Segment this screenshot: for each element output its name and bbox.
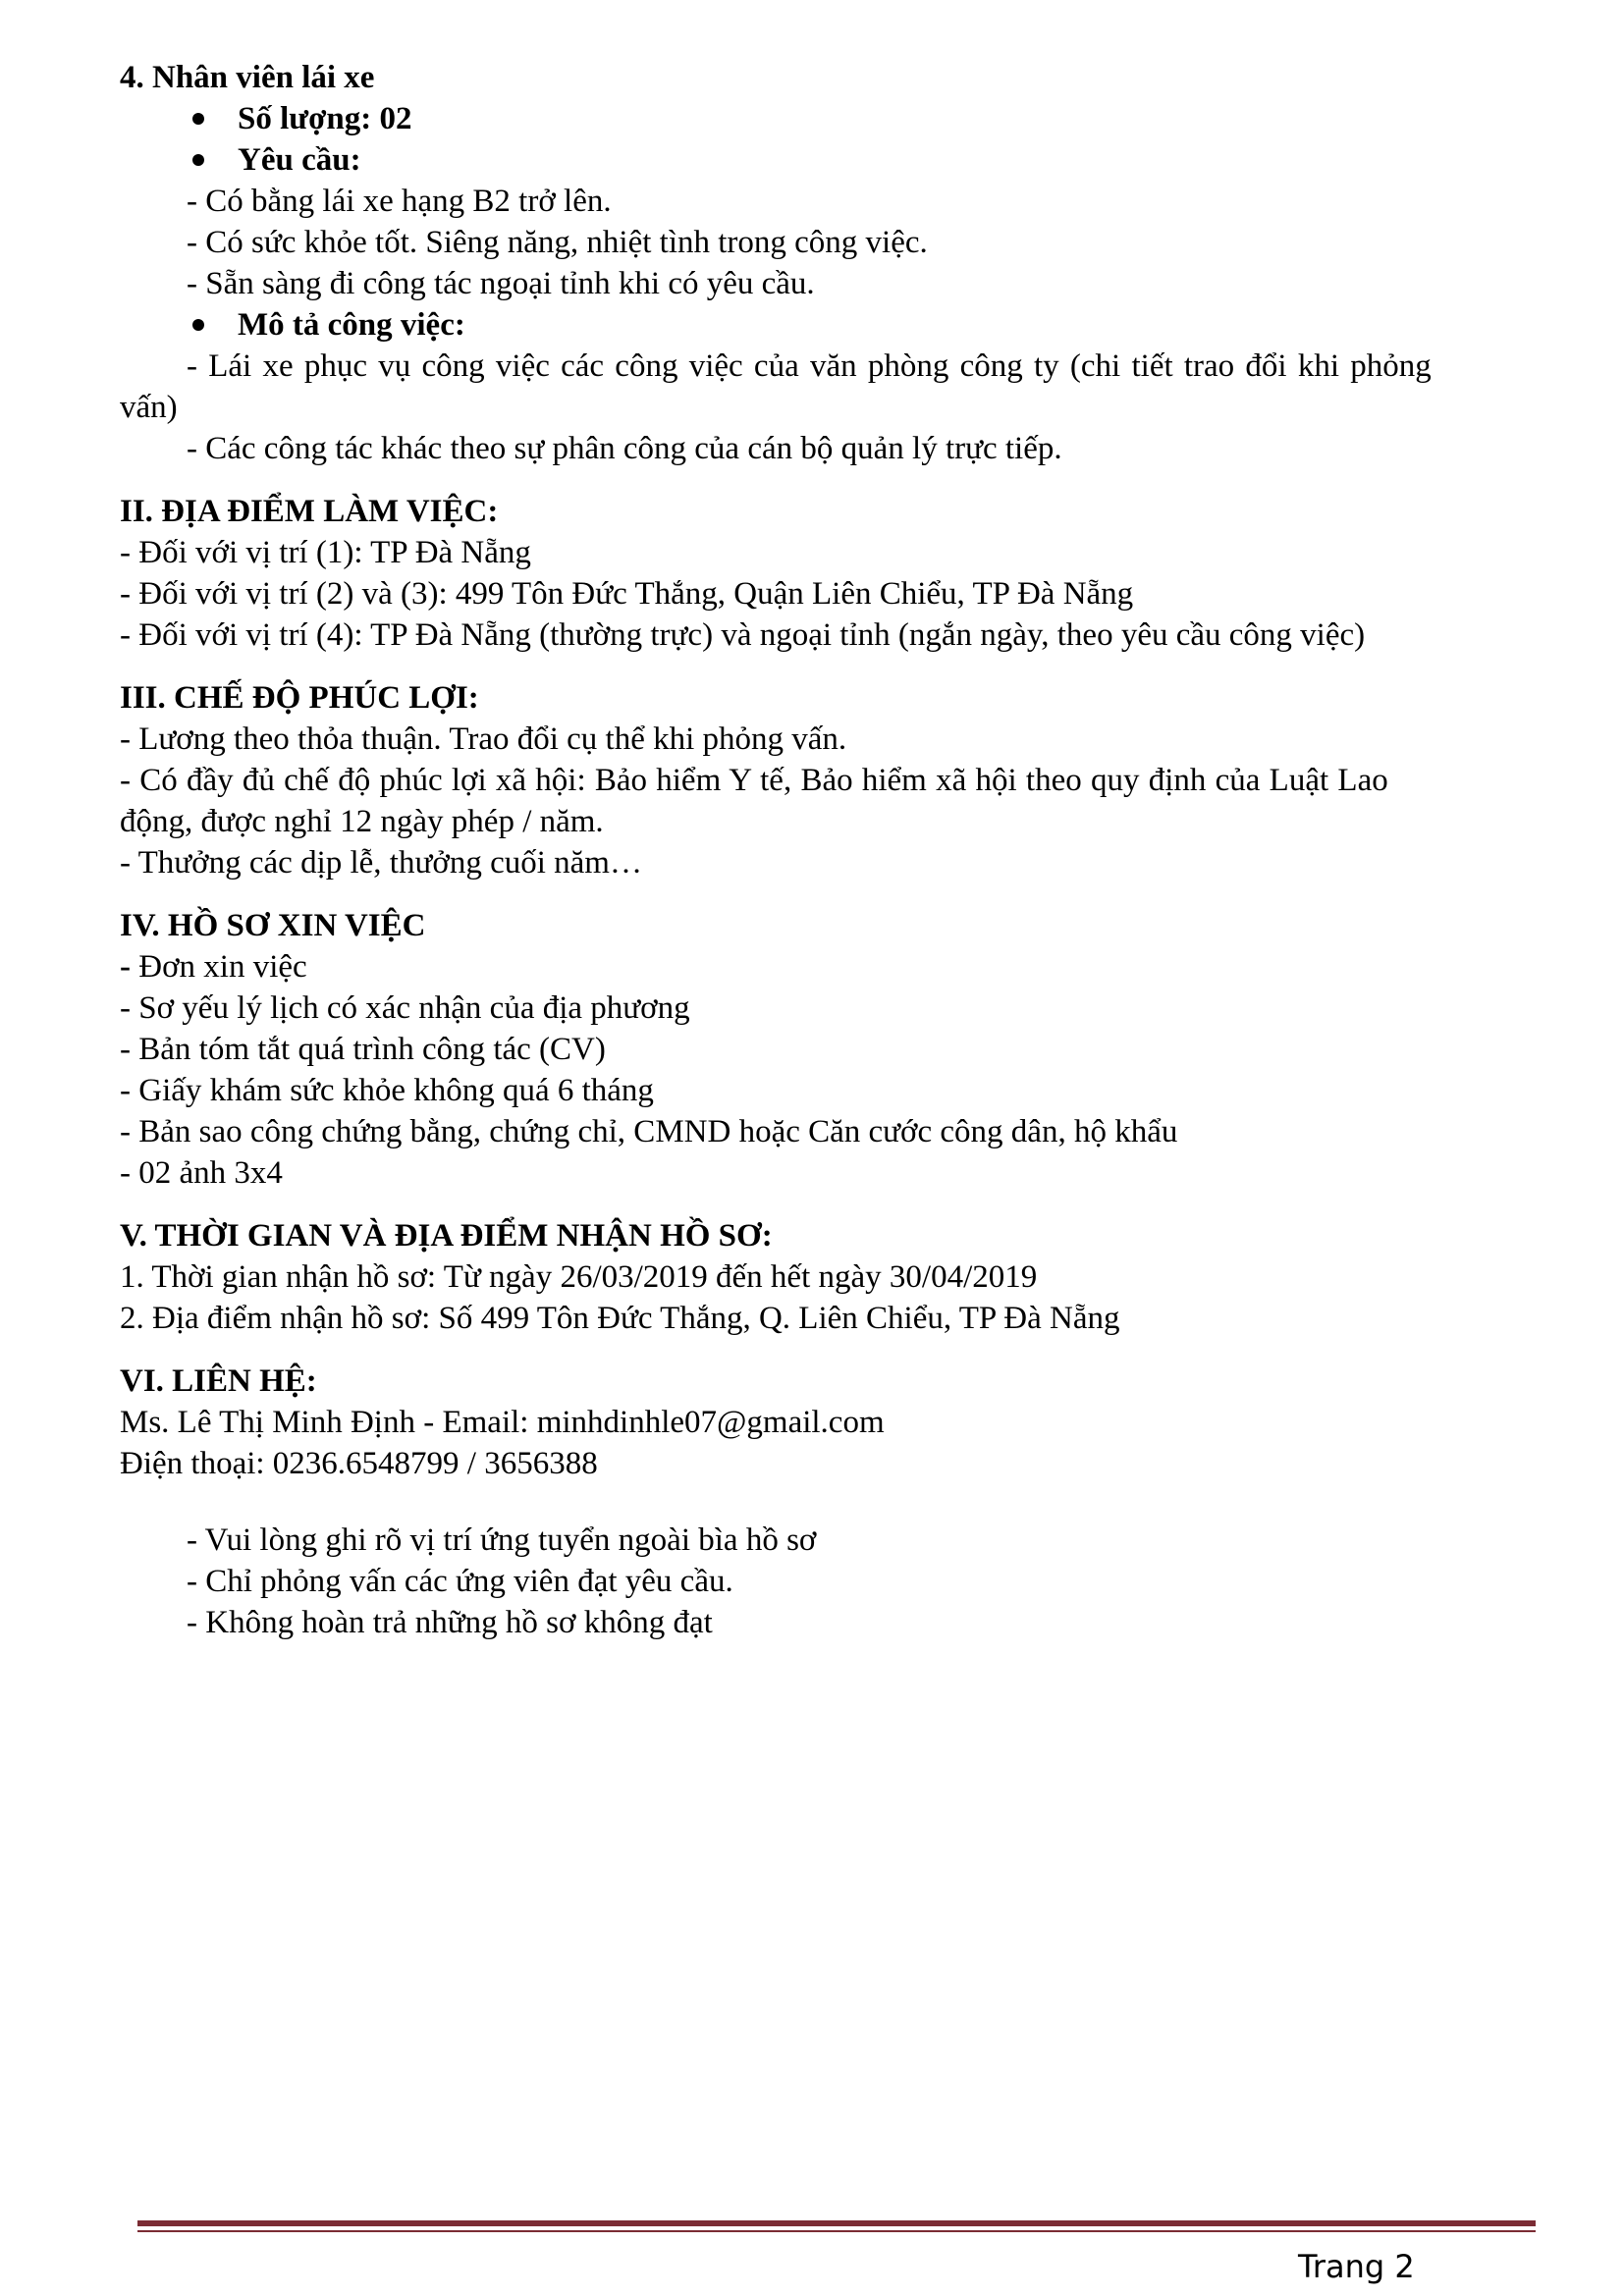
description-item-continued: vấn) — [120, 390, 178, 425]
requirements-bullet — [120, 139, 1534, 181]
application-item: - Bản sao công chứng bằng, chứng chỉ, CMND hoặc Căn cước công dân, hộ khẩu — [120, 1114, 1178, 1149]
contact-heading: VI. LIÊN HỆ: — [120, 1363, 317, 1399]
quantity-bullet — [120, 98, 1534, 139]
contact-email-line: Ms. Lê Thị Minh Định - Email: minhdinhle07@gmail.com — [120, 1405, 885, 1440]
description-bullet — [120, 304, 1534, 346]
bullet-icon — [192, 319, 204, 331]
benefit-item: - Thưởng các dịp lễ, thưởng cuối năm… — [120, 845, 642, 881]
application-item: - 02 ảnh 3x4 — [120, 1155, 283, 1191]
requirement-item: - Có sức khỏe tốt. Siêng năng, nhiệt tình trong công việc. — [187, 225, 928, 260]
document-body — [120, 57, 1534, 1643]
quantity-text: Số lượng: 02 — [238, 101, 412, 136]
footer-rule — [137, 2220, 1536, 2226]
requirement-item: - Có bằng lái xe hạng B2 trở lên. — [187, 184, 612, 219]
application-item: - Giấy khám sức khỏe không quá 6 tháng — [120, 1073, 654, 1108]
benefit-item: - Lương theo thỏa thuận. Trao đổi cụ thể khi phỏng vấn. — [120, 721, 847, 757]
location-item: - Đối với vị trí (4): TP Đà Nẵng (thường trực) và ngoại tỉnh (ngắn ngày, theo yêu cầu công việc) — [120, 617, 1366, 653]
location-heading: II. ĐỊA ĐIỂM LÀM VIỆC: — [120, 494, 499, 529]
submission-item: 2. Địa điểm nhận hồ sơ: Số 499 Tôn Đức Thắng, Q. Liên Chiểu, TP Đà Nẵng — [120, 1301, 1120, 1336]
contact-phone-line: Điện thoại: 0236.6548799 / 3656388 — [120, 1446, 598, 1481]
description-item: - Lái xe phục vụ công việc các công việc của văn phòng công ty (chi tiết trao đổi khi phỏng — [187, 348, 1432, 384]
section-4-heading: 4. Nhân viên lái xe — [120, 60, 375, 95]
location-item: - Đối với vị trí (1): TP Đà Nẵng — [120, 535, 531, 570]
footer-rule-secondary — [137, 2230, 1536, 2232]
bullet-icon — [192, 154, 204, 166]
application-first-text: Đơn xin việc — [131, 949, 307, 985]
submission-item: 1. Thời gian nhận hồ sơ: Từ ngày 26/03/2019 đến hết ngày 30/04/2019 — [120, 1259, 1038, 1295]
submission-heading: V. THỜI GIAN VÀ ĐỊA ĐIỂM NHẬN HỒ SƠ: — [120, 1218, 773, 1254]
benefit-item: - Có đầy đủ chế độ phúc lợi xã hội: Bảo hiểm Y tế, Bảo hiểm xã hội theo quy định của Luật Lao — [120, 763, 1388, 798]
requirement-item: - Sẵn sàng đi công tác ngoại tỉnh khi có yêu cầu. — [187, 266, 815, 301]
note-item: - Vui lòng ghi rõ vị trí ứng tuyển ngoài bìa hồ sơ — [187, 1522, 817, 1558]
benefits-heading: III. CHẾ ĐỘ PHÚC LỢI: — [120, 680, 479, 716]
application-item — [120, 946, 1534, 988]
application-item: - Sơ yếu lý lịch có xác nhận của địa phương — [120, 990, 690, 1026]
application-heading: IV. HỒ SƠ XIN VIỆC — [120, 908, 426, 943]
bullet-icon — [192, 113, 204, 125]
description-item: - Các công tác khác theo sự phân công của cán bộ quản lý trực tiếp. — [187, 431, 1062, 466]
application-item: - Bản tóm tắt quá trình công tác (CV) — [120, 1032, 606, 1067]
note-item: - Không hoàn trả những hồ sơ không đạt — [187, 1605, 713, 1640]
note-item: - Chỉ phỏng vấn các ứng viên đạt yêu cầu. — [187, 1564, 733, 1599]
requirements-label: Yêu cầu: — [238, 142, 361, 178]
benefit-item-continued: động, được nghỉ 12 ngày phép / năm. — [120, 804, 604, 839]
page-number: Trang 2 — [1298, 2248, 1415, 2285]
location-item: - Đối với vị trí (2) và (3): 499 Tôn Đức Thắng, Quận Liên Chiểu, TP Đà Nẵng — [120, 576, 1134, 612]
application-first-dash: - — [120, 949, 131, 985]
description-label: Mô tả công việc: — [238, 307, 465, 343]
